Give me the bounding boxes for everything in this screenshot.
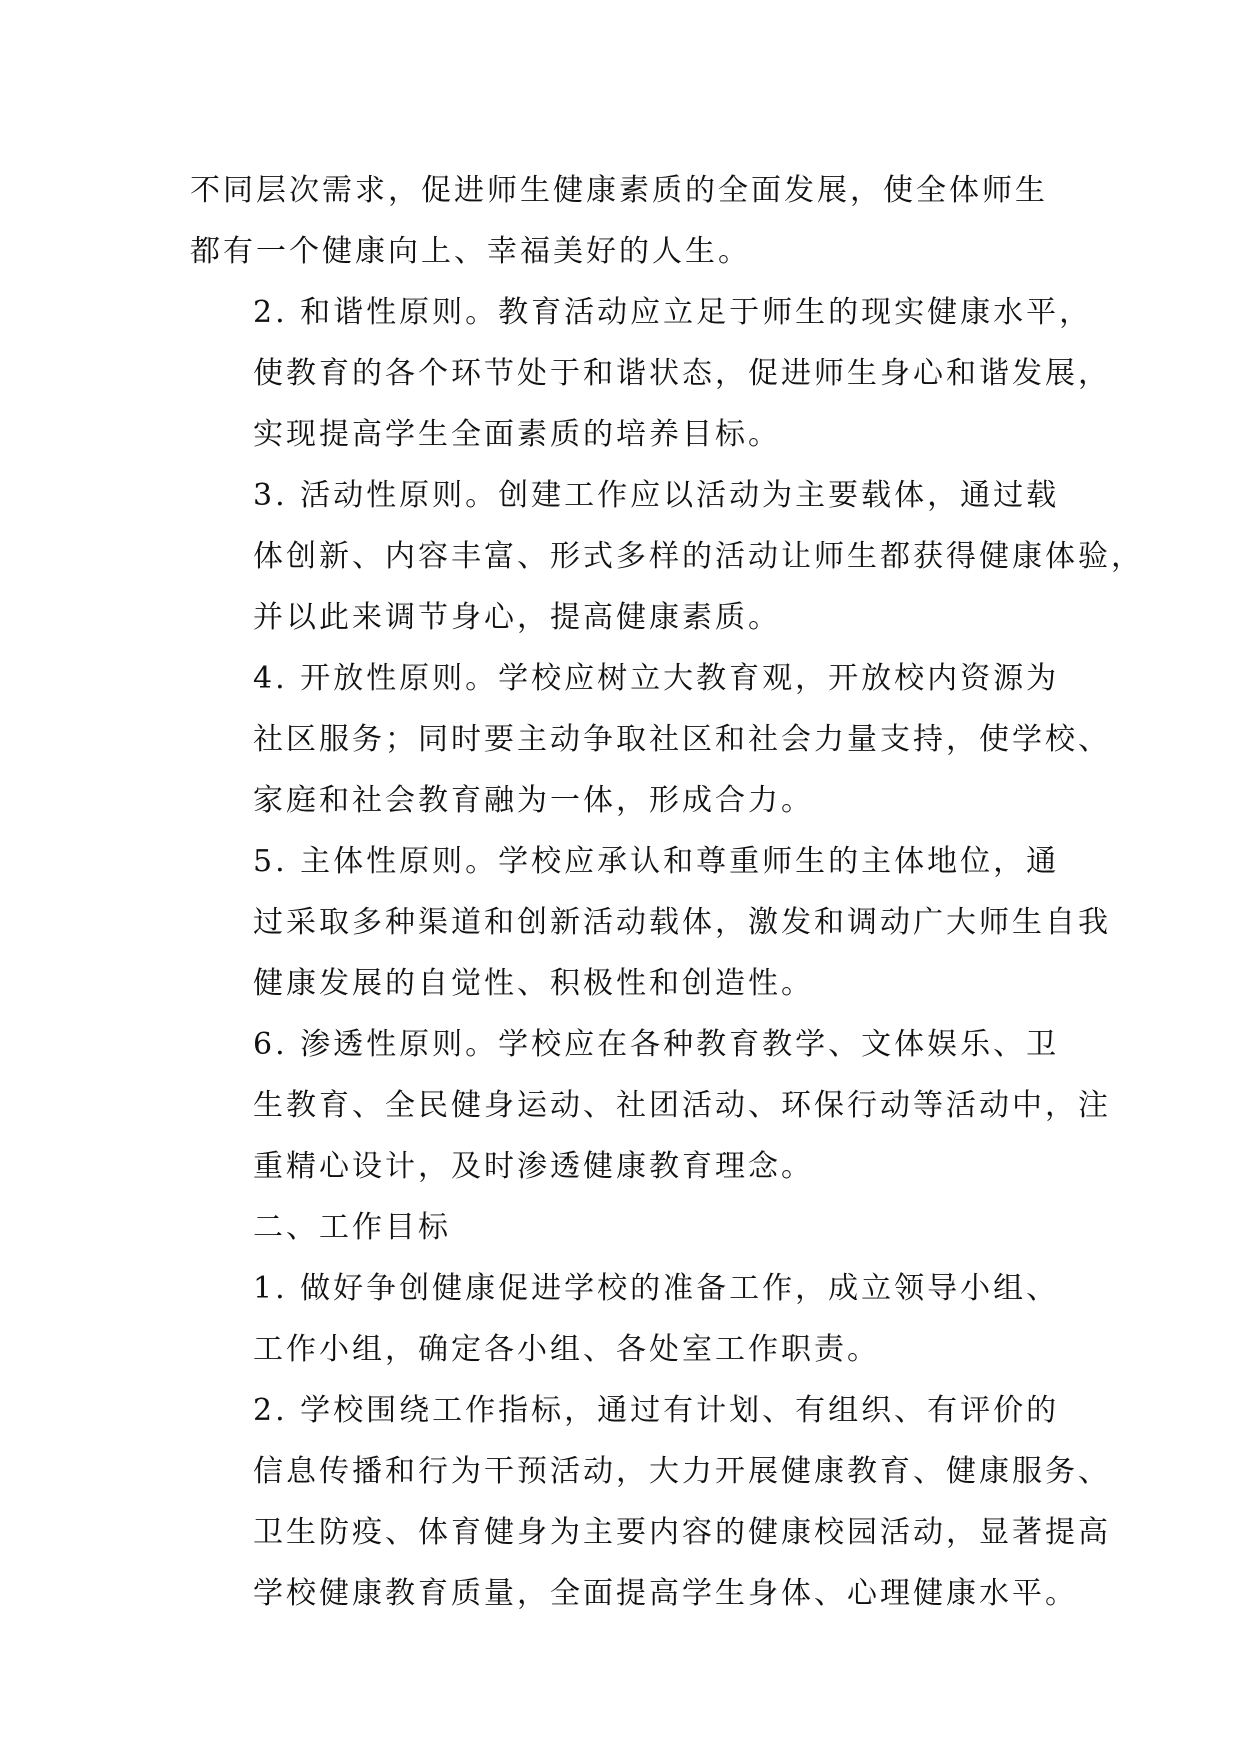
text-line: 6. 渗透性原则。学校应在各种教育教学、文体娱乐、卫 [253,1027,1060,1062]
text-line: 工作小组，确定各小组、各处室工作职责。 [253,1332,880,1367]
text-line: 并以此来调节身心，提高健康素质。 [253,600,781,635]
text-line: 体创新、内容丰富、形式多样的活动让师生都获得健康体验， [253,539,1144,574]
section-heading-work-goals [190,1197,1090,1258]
paragraph-openness-principle [190,648,1111,831]
paragraph-subjectivity-principle [190,831,1111,1014]
text-line: 3. 活动性原则。创建工作应以活动为主要载体，通过载 [253,478,1060,513]
text-line: 学校健康教育质量，全面提高学生身体、心理健康水平。 [253,1576,1078,1611]
text-line: 5. 主体性原则。学校应承认和尊重师生的主体地位，通 [253,844,1060,879]
text-line: 信息传播和行为干预活动，大力开展健康教育、健康服务、 [253,1454,1111,1489]
text-line: 生教育、全民健身运动、社团活动、环保行动等活动中，注 [253,1088,1111,1123]
text-line: 使教育的各个环节处于和谐状态，促进师生身心和谐发展， [253,356,1111,391]
text-line: 卫生防疫、体育健身为主要内容的健康校园活动，显著提高 [253,1515,1111,1550]
text-line: 健康发展的自觉性、积极性和创造性。 [253,966,814,1001]
paragraph-continuation [190,160,1090,282]
paragraph-permeation-principle [190,1014,1111,1197]
paragraph-harmony-principle [190,282,1111,465]
document-page [190,160,1144,1624]
paragraph-goal-1 [190,1258,1090,1380]
text-line: 不同层次需求，促进师生健康素质的全面发展，使全体师生 [190,173,1048,208]
text-line: 4. 开放性原则。学校应树立大教育观，开放校内资源为 [253,661,1060,696]
text-line: 家庭和社会教育融为一体，形成合力。 [253,783,814,818]
paragraph-goal-2 [190,1380,1111,1624]
text-line: 重精心设计，及时渗透健康教育理念。 [253,1149,814,1184]
heading-line: 二、工作目标 [253,1210,451,1245]
text-line: 1. 做好争创健康促进学校的准备工作，成立领导小组、 [253,1271,1060,1306]
text-line: 2. 和谐性原则。教育活动应立足于师生的现实健康水平， [253,295,1093,330]
text-line: 2. 学校围绕工作指标，通过有计划、有组织、有评价的 [253,1393,1060,1428]
text-line: 过采取多种渠道和创新活动载体，激发和调动广大师生自我 [253,905,1111,940]
text-line: 社区服务；同时要主动争取社区和社会力量支持，使学校、 [253,722,1111,757]
text-line: 都有一个健康向上、幸福美好的人生。 [190,234,751,269]
text-line: 实现提高学生全面素质的培养目标。 [253,417,781,452]
paragraph-activity-principle [190,465,1144,648]
